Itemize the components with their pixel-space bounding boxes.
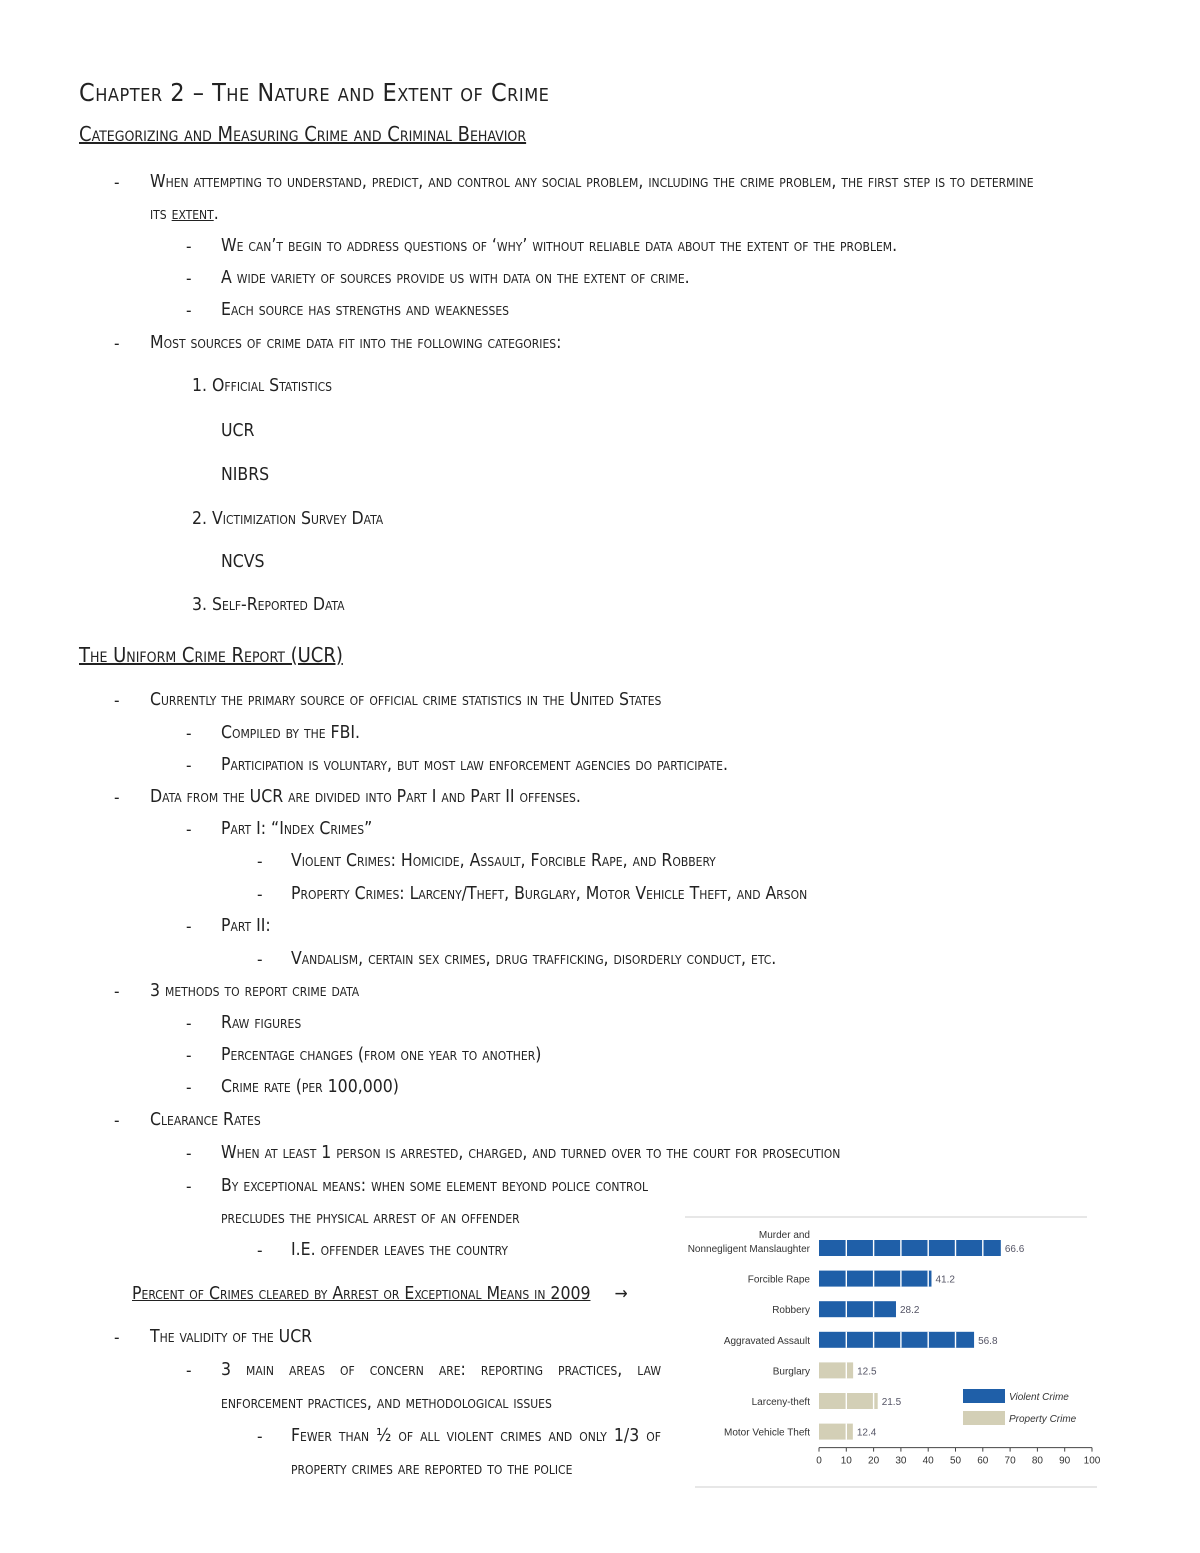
sub-bullet-text: Crime rate (per 100,000) <box>221 1077 399 1097</box>
sub-bullet-text: Participation is voluntary, but most law enforcement agencies do participate. <box>221 755 729 775</box>
sub-sub-bullet-text: Vandalism, certain sex crimes, drug trafficking, disorderly conduct, etc. <box>291 949 777 969</box>
chart-x-tick-label: 60 <box>977 1455 989 1467</box>
chart-legend-label: Violent Crime <box>1009 1392 1069 1403</box>
chart-value-label: 21.5 <box>881 1397 902 1408</box>
bullet-dash: - <box>114 1328 120 1348</box>
chart-category-label: Larceny-theft <box>751 1397 810 1408</box>
bullet-text-continued <box>150 204 219 224</box>
chart-category-label: Burglary <box>772 1366 810 1378</box>
arrow-right-icon: → <box>614 1284 628 1304</box>
bullet-dash: - <box>257 950 263 970</box>
section-heading-categorizing: Categorizing and Measuring Crime and Criminal Behavior <box>79 122 527 146</box>
chart-x-tick-label: 10 <box>840 1455 852 1467</box>
bullet-text: Most sources of crime data fit into the following categories: <box>150 333 562 353</box>
sub-bullet-text: Part II: <box>221 916 271 936</box>
sub-bullet-text: Part I: “Index Crimes” <box>221 819 373 839</box>
bullet-dash: - <box>114 173 120 193</box>
chart-x-tick-label: 100 <box>1083 1455 1100 1467</box>
sub-sub-bullet-text-continued: property crimes are reported to the police <box>291 1459 573 1479</box>
bullet-text: 3 methods to report crime data <box>150 981 360 1001</box>
bullet-text: Currently the primary source of official crime statistics in the United States <box>150 690 662 710</box>
bullet-dash: - <box>186 1177 192 1197</box>
bullet-dash: - <box>186 756 192 776</box>
chart-value-label: 41.2 <box>935 1274 955 1286</box>
chart-category-label: Robbery <box>772 1305 810 1317</box>
chart-bar <box>819 1424 853 1440</box>
chart-value-label: 28.2 <box>899 1305 920 1317</box>
bullet-dash: - <box>257 1427 263 1447</box>
sub-bullet-text-continued: precludes the physical arrest of an offender <box>221 1208 520 1228</box>
chart-value-label: 12.5 <box>857 1366 877 1378</box>
sub-item: NCVS <box>221 552 265 572</box>
bullet-dash: - <box>114 334 120 354</box>
bullet-dash: - <box>186 1144 192 1164</box>
chart-value-label: 12.4 <box>856 1427 877 1439</box>
bullet-dash: - <box>186 1078 192 1098</box>
sub-bullet-text: By exceptional means: when some element beyond police control <box>221 1176 649 1196</box>
chart-bar <box>819 1301 896 1317</box>
chart-x-tick-label: 90 <box>1059 1455 1071 1467</box>
chart-bar <box>819 1393 878 1409</box>
numbered-item: 2. Victimization Survey Data <box>192 509 384 529</box>
underlined-word: extent <box>171 204 214 224</box>
bullet-text: The validity of the UCR <box>150 1327 313 1347</box>
bullet-dash: - <box>114 982 120 1002</box>
bullet-dash: - <box>186 724 192 744</box>
chart-category-label: Aggravated Assault <box>723 1335 810 1347</box>
chart-x-tick-label: 20 <box>868 1455 880 1467</box>
chart-category-label: Motor Vehicle Theft <box>724 1427 810 1439</box>
chart-legend-swatch <box>963 1411 1005 1425</box>
chart-legend-label: Property Crime <box>1009 1414 1077 1425</box>
chart-bar <box>819 1332 974 1348</box>
chart-x-tick-label: 30 <box>895 1455 907 1467</box>
chart-legend-swatch <box>963 1389 1005 1403</box>
sub-bullet-text: Raw figures <box>221 1013 302 1033</box>
bullet-dash: - <box>186 1014 192 1034</box>
bullet-dash: - <box>186 269 192 289</box>
chart-bar <box>819 1362 853 1378</box>
chart-value-label: 66.6 <box>1004 1244 1025 1255</box>
bullet-text: Clearance Rates <box>150 1110 261 1130</box>
sub-sub-bullet-text: Violent Crimes: Homicide, Assault, Forcible Rape, and Robbery <box>291 851 716 871</box>
sub-bullet-text: Percentage changes (from one year to another) <box>221 1045 542 1065</box>
sub-item: UCR <box>221 421 255 441</box>
bullet-dash: - <box>186 301 192 321</box>
chart-category-label: Murder and <box>758 1230 810 1241</box>
sub-item: NIBRS <box>221 465 270 485</box>
chart-x-tick-label: 70 <box>1004 1455 1016 1467</box>
chart-value-label: 56.8 <box>978 1335 998 1347</box>
chart-x-tick-label: 40 <box>922 1455 934 1467</box>
chart-x-tick-label: 50 <box>949 1455 962 1467</box>
bullet-text: Data from the UCR are divided into Part I and Part II offenses. <box>150 787 581 807</box>
sub-bullet-text-continued: enforcement practices, and methodological issues <box>221 1393 552 1413</box>
chart-category-label: Forcible Rape <box>747 1274 810 1286</box>
bullet-dash: - <box>186 1361 192 1381</box>
numbered-item: 1. Official Statistics <box>192 376 333 396</box>
chart-x-tick-label: 0 <box>816 1455 822 1467</box>
chart-caption <box>132 1284 628 1304</box>
bullet-dash: - <box>257 885 263 905</box>
bullet-dash: - <box>114 691 120 711</box>
bullet-dash: - <box>257 852 263 872</box>
section-heading-ucr: The Uniform Crime Report (UCR) <box>79 643 343 667</box>
sub-bullet-text: 3 main areas of concern are: reporting practices, law <box>221 1360 661 1380</box>
chart-bar <box>819 1271 931 1287</box>
sub-bullet-text: Compiled by the FBI. <box>221 723 361 743</box>
text-fragment: . <box>213 204 219 224</box>
bullet-dash: - <box>114 1111 120 1131</box>
text-fragment: its <box>150 204 172 224</box>
chapter-title: Chapter 2 – The Nature and Extent of Crime <box>79 78 550 107</box>
numbered-item: 3. Self-Reported Data <box>192 595 345 615</box>
sub-sub-bullet-text: I.E. offender leaves the country <box>291 1240 508 1260</box>
bullet-dash: - <box>186 237 192 257</box>
bullet-dash: - <box>186 820 192 840</box>
sub-sub-bullet-text: Fewer than ½ of all violent crimes and only 1/3 of <box>291 1426 661 1446</box>
sub-sub-bullet-text: Property Crimes: Larceny/Theft, Burglary, Motor Vehicle Theft, and Arson <box>291 884 808 904</box>
chart-caption-text: Percent of Crimes cleared by Arrest or Exceptional Means in 2009 <box>132 1284 591 1304</box>
bullet-dash: - <box>186 1046 192 1066</box>
clearance-rate-chart <box>685 1210 1100 1490</box>
bullet-dash: - <box>257 1241 263 1261</box>
sub-bullet-text: A wide variety of sources provide us with data on the extent of crime. <box>221 268 690 288</box>
bullet-text: When attempting to understand, predict, and control any social problem, including the crime problem, the first step is to determine <box>150 172 1034 192</box>
chart-x-tick-label: 80 <box>1031 1455 1043 1467</box>
bullet-dash: - <box>114 788 120 808</box>
sub-bullet-text: Each source has strengths and weaknesses <box>221 300 510 320</box>
sub-bullet-text: When at least 1 person is arrested, charged, and turned over to the court for prosecution <box>221 1143 841 1163</box>
sub-bullet-text: We can’t begin to address questions of ‘why’ without reliable data about the extent of the problem. <box>221 236 898 256</box>
chart-category-label: Nonnegligent Manslaughter <box>687 1244 810 1255</box>
bullet-dash: - <box>186 917 192 937</box>
